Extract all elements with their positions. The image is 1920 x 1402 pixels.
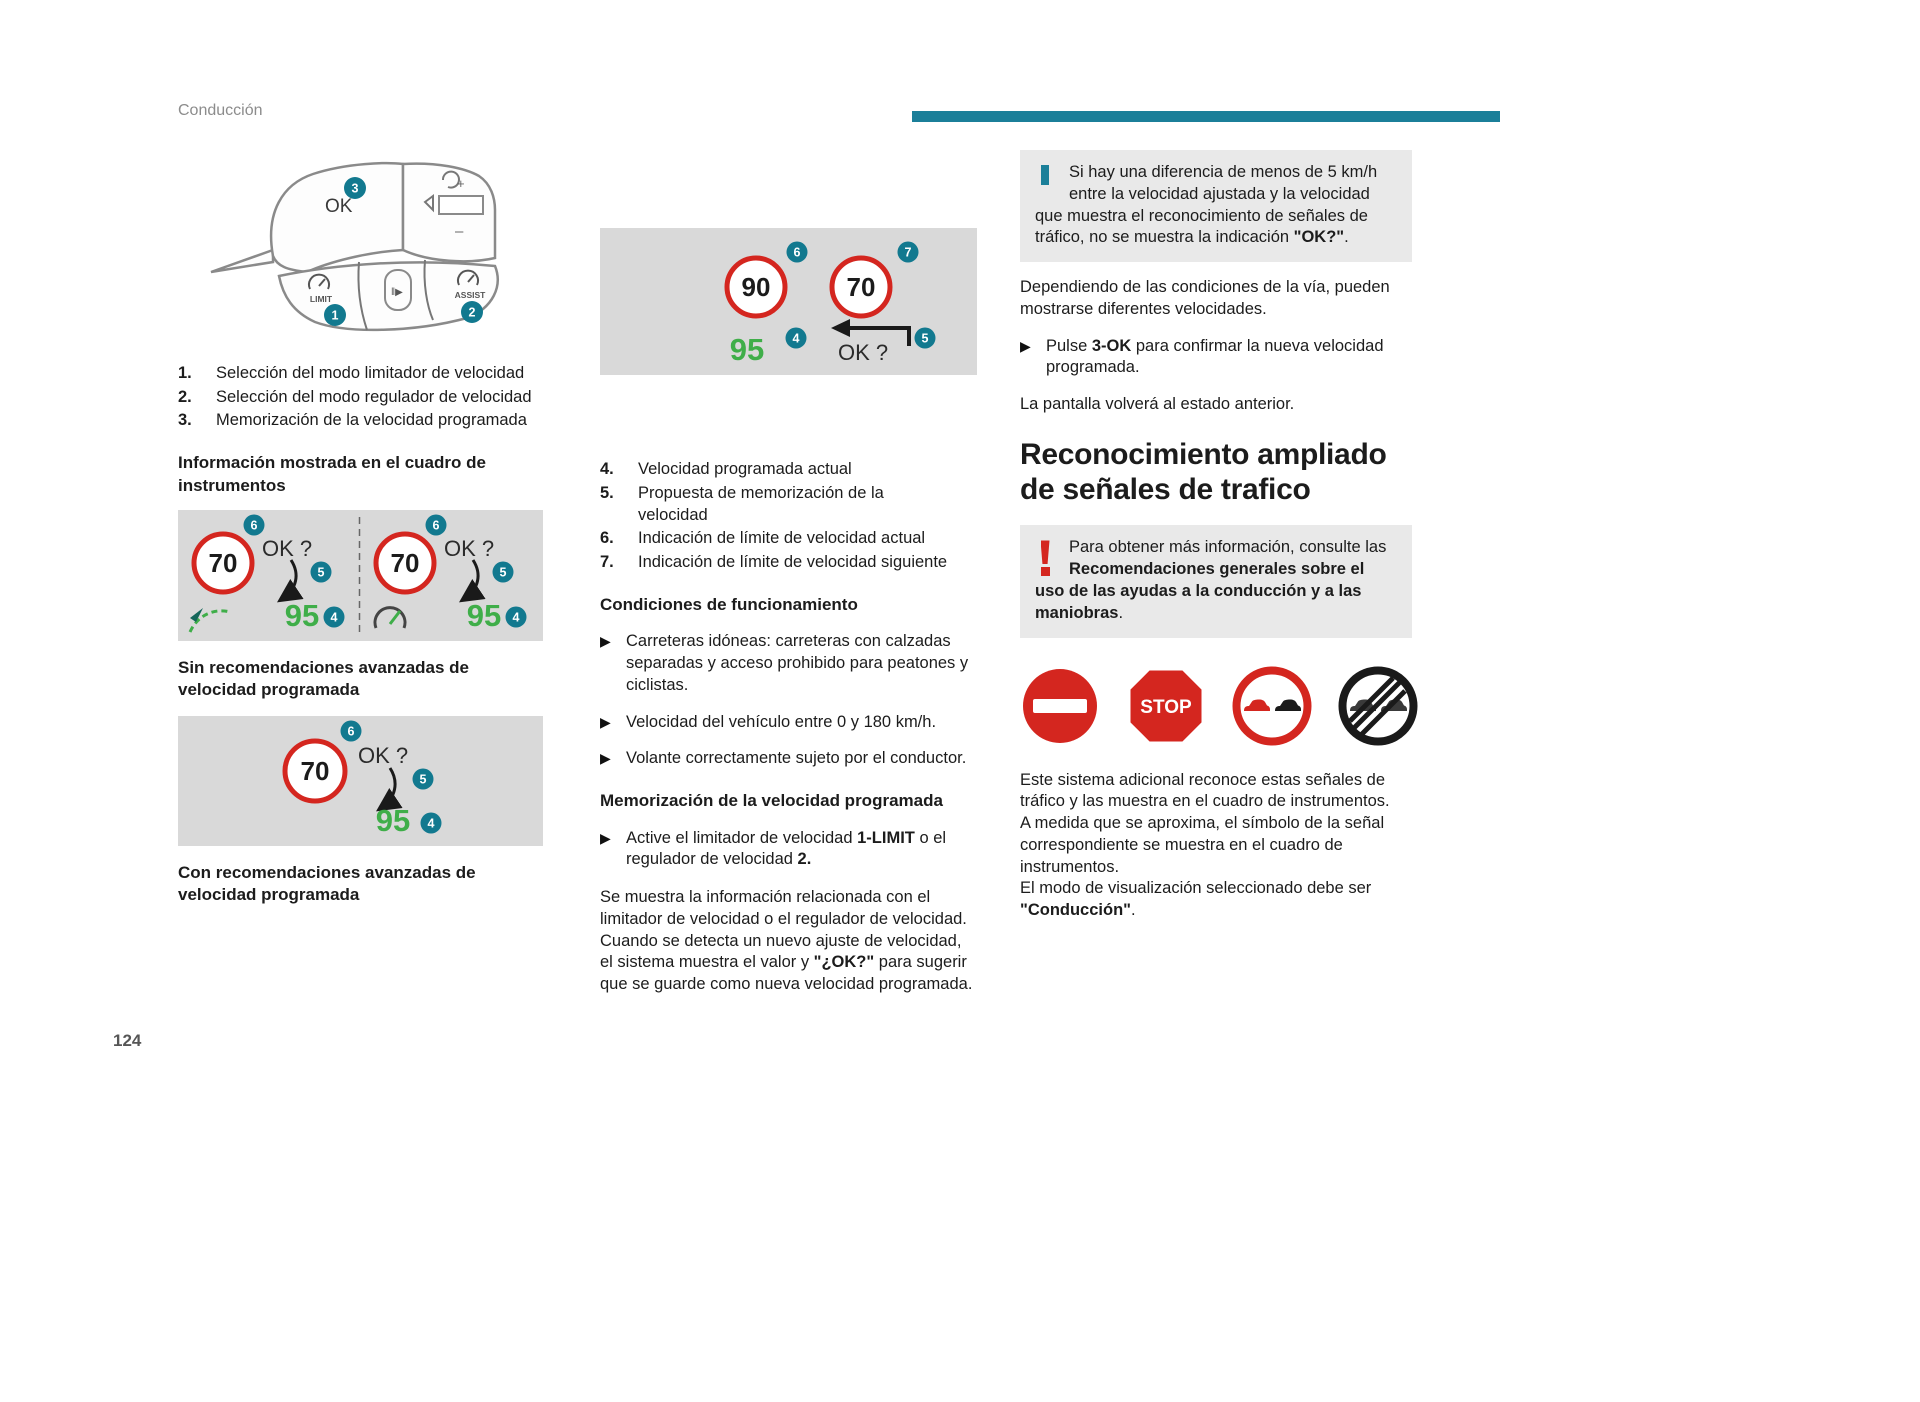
stalk-legend-list <box>178 363 558 432</box>
end-no-overtaking-sign-icon <box>1338 666 1418 746</box>
callout-4 <box>506 606 527 627</box>
list-item: 7. Indicación de límite de velocidad siguiente <box>600 553 948 572</box>
info-icon <box>1037 165 1053 185</box>
instrument-display-image-single <box>178 716 543 846</box>
callout-6 <box>426 514 447 535</box>
speed-minus-label[interactable]: – <box>455 223 464 240</box>
list-item: 5. Propuesta de memorización de la velocidad <box>600 483 884 524</box>
callout-4 <box>421 812 442 833</box>
arrow-down-icon <box>464 560 478 599</box>
svg-text:70: 70 <box>390 547 420 578</box>
callout-7 <box>898 242 919 263</box>
list-item: 2. Selección del modo regulador de velocidad <box>178 387 532 406</box>
bullet-activate-limiter: ▶ Active el limitador de velocidad 1-LIMIT o el regulador de velocidad 2. <box>600 828 978 872</box>
svg-text:90: 90 <box>741 272 771 302</box>
info-box: Si hay una diferencia de menos de 5 km/h entre la velocidad ajustada y la velocidad que muestra el reconocimiento de señales de tráfico, no se muestra la indicación "OK?". <box>1020 150 1412 262</box>
stalk-upper-pad <box>271 163 403 272</box>
programmed-speed: 95 <box>729 332 765 367</box>
paragraph-road-conditions: Dependiendo de las condiciones de la vía, pueden mostrarse diferentes velocidades. <box>1020 278 1390 318</box>
column-middle <box>600 150 978 996</box>
column-left <box>178 150 558 907</box>
display-panel-b <box>375 514 527 633</box>
svg-text:70: 70 <box>300 755 330 786</box>
heading-instrument-display: Información mostrada en el cuadro de instrumentos <box>178 453 486 495</box>
svg-text:4: 4 <box>427 816 435 831</box>
assist-button-label[interactable]: ASSIST <box>454 290 486 300</box>
svg-text:5: 5 <box>499 565 507 580</box>
ok-button-label[interactable]: OK <box>325 196 353 217</box>
display-panel-a <box>190 514 345 633</box>
svg-text:2: 2 <box>468 305 476 320</box>
callout-2 <box>461 301 483 323</box>
bullet-triangle-icon: ▶ <box>600 633 611 650</box>
speed-plus-label[interactable]: + <box>457 176 465 191</box>
display-legend-list <box>600 459 950 574</box>
callout-5 <box>413 768 434 789</box>
bullet-steering-wheel: ▶ Volante correctamente sujeto por el conductor. <box>600 748 978 770</box>
svg-text:70: 70 <box>208 547 238 578</box>
section-header: Conducción <box>178 102 263 119</box>
speedometer-icon <box>375 608 405 628</box>
callout-1 <box>324 304 346 326</box>
bullet-triangle-icon: ▶ <box>600 750 611 767</box>
heading-speed-memorisation: Memorización de la velocidad programada <box>600 791 943 811</box>
list-item: 4. Velocidad programada actual <box>600 460 852 478</box>
bullet-press-ok: ▶ Pulse 3-OK para confirmar la nueva velocidad programada. <box>1020 336 1420 380</box>
arrow-left-head <box>831 319 850 337</box>
paragraph-display-mode: El modo de visualización seleccionado debe ser "Conducción". <box>1020 879 1372 920</box>
bullet-triangle-icon: ▶ <box>600 829 611 846</box>
no-overtaking-sign-icon <box>1232 666 1312 746</box>
stalk-pointer <box>211 250 273 272</box>
accent-bar <box>912 111 1500 122</box>
stalk-display <box>439 196 483 214</box>
bullet-speed-range: ▶ Velocidad del vehículo entre 0 y 180 km/h. <box>600 712 978 734</box>
road-recommendation-icon <box>190 608 230 632</box>
paragraph-system-recognises: Este sistema adicional reconoce estas señales de tráfico y las muestra en el cuadro de instrumentos. <box>1020 770 1390 811</box>
no-entry-sign-icon <box>1020 666 1100 746</box>
instrument-display-image-dual <box>178 510 543 641</box>
caption-with-recommendations: Con recomendaciones avanzadas de velocidad programada <box>178 862 476 905</box>
programmed-speed: 95 <box>375 802 411 838</box>
ok-question: OK ? <box>358 742 409 768</box>
callout-6 <box>244 514 265 535</box>
heading-extended-recognition: Reconocimiento ampliado de señales de trafico <box>1020 437 1387 506</box>
callout-5 <box>493 561 514 582</box>
bullet-triangle-icon: ▶ <box>600 713 611 730</box>
callout-6 <box>787 242 808 263</box>
svg-text:4: 4 <box>512 610 520 625</box>
caption-without-recommendations: Sin recomendaciones avanzadas de velocidad programada <box>178 657 470 700</box>
bullet-triangle-icon: ▶ <box>1020 337 1031 354</box>
svg-text:1: 1 <box>331 308 339 323</box>
svg-text:7: 7 <box>904 245 912 260</box>
svg-text:4: 4 <box>792 331 800 346</box>
warning-box: Para obtener más información, consulte las Recomendaciones generales sobre el uso de las ayudas a la conducción y a las maniobras. <box>1020 525 1412 637</box>
limit-button-label[interactable]: LIMIT <box>309 294 333 304</box>
list-item: 1. Selección del modo limitador de velocidad <box>178 363 525 382</box>
warning-icon <box>1037 540 1053 576</box>
callout-3 <box>344 177 366 199</box>
page-number: 124 <box>113 1031 142 1050</box>
svg-text:5: 5 <box>419 772 427 787</box>
svg-text:6: 6 <box>250 518 258 533</box>
stop-sign-icon <box>1126 666 1206 746</box>
list-item: 6. Indicación de límite de velocidad actual <box>600 529 926 548</box>
traffic-signs-row <box>1020 666 1420 746</box>
column-right <box>1020 150 1420 922</box>
svg-text:6: 6 <box>432 518 440 533</box>
svg-text:4: 4 <box>330 610 338 625</box>
callout-5 <box>915 328 936 349</box>
ok-question: OK ? <box>838 340 889 365</box>
svg-text:3: 3 <box>351 181 359 196</box>
arrow-down-icon <box>381 768 395 808</box>
svg-text:STOP: STOP <box>1140 696 1192 718</box>
svg-text:70: 70 <box>846 272 876 302</box>
resume-icon: ‖▶ <box>391 287 403 298</box>
svg-text:6: 6 <box>347 724 355 739</box>
ok-question: OK ? <box>444 535 495 561</box>
callout-4 <box>324 606 345 627</box>
callout-4 <box>786 328 807 349</box>
callout-6 <box>341 720 362 741</box>
heading-operating-conditions: Condiciones de funcionamiento <box>600 594 858 614</box>
ok-question: OK ? <box>262 535 313 561</box>
arrow-down-icon <box>282 560 296 599</box>
paragraph-info-shown: Se muestra la información relacionada con el limitador de velocidad o el regulador de velocidad. <box>600 888 967 928</box>
paragraph-screen-returns: La pantalla volverá al estado anterior. <box>1020 395 1295 414</box>
paragraph-symbol-shown: A medida que se aproxima, el símbolo de la señal correspondiente se muestra en el cuadro de instrumentos. <box>1020 814 1385 876</box>
programmed-speed: 95 <box>466 597 502 633</box>
paragraph-new-setting: Cuando se detecta un nuevo ajuste de velocidad, el sistema muestra el valor y "¿OK?" para sugerir que se guarde como nueva velocidad programada. <box>600 931 973 994</box>
programmed-speed: 95 <box>284 597 320 633</box>
svg-text:6: 6 <box>793 245 801 260</box>
list-item: 3. Memorización de la velocidad programada <box>178 411 527 430</box>
svg-text:5: 5 <box>317 565 325 580</box>
callout-5 <box>311 561 332 582</box>
steering-stalk-illustration <box>207 150 510 340</box>
instrument-display-image-signs <box>600 228 977 375</box>
bullet-roads: ▶ Carreteras idóneas: carreteras con calzadas separadas y acceso prohibido para peatones y ciclistas. <box>600 631 978 696</box>
svg-text:5: 5 <box>921 331 929 346</box>
